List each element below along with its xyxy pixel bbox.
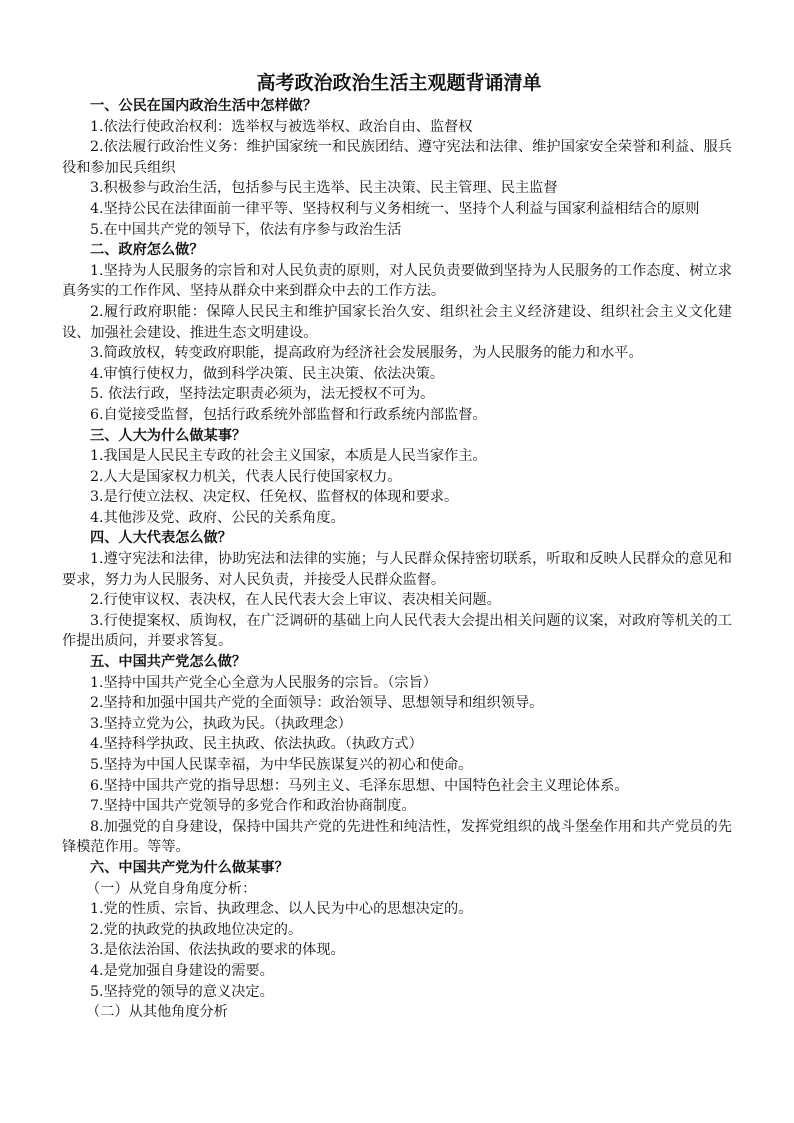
list-item: 2.依法履行政治性义务：维护国家统一和民族团结、遵守宪法和法律、维护国家安全荣誉和利益、服兵役和参加民兵组织: [62, 139, 732, 176]
list-item: 3.积极参与政治生活，包括参与民主选举、民主决策、民主管理、民主监督: [90, 180, 558, 197]
list-item: 4.坚持科学执政、民主执政、依法执政。（执政方式）: [90, 736, 423, 753]
list-item: 1.党的性质、宗旨、执政理念、以人民为中心的思想决定的。: [90, 901, 473, 918]
document-page: [62, 70, 732, 1023]
sub-heading: （一）从党自身角度分析：: [86, 880, 257, 897]
list-item: 4.坚持公民在法律面前一律平等、坚持权利与义务相统一、坚持个人利益与国家利益相结合的原则: [90, 200, 700, 217]
list-item: 6.自觉接受监督，包括行政系统外部监督和行政系统内部监督。: [90, 406, 487, 423]
list-item: 4.审慎行使权力，做到科学决策、民主决策、依法决策。: [90, 365, 445, 382]
list-item: 4.其他涉及党、政府、公民的关系角度。: [90, 509, 345, 526]
section-heading: 六、中国共产党为什么做某事？: [90, 859, 289, 876]
list-item: 7.坚持中国共产党领导的多党合作和政治协商制度。: [90, 798, 416, 815]
list-item: 2.履行政府职能：保障人民民主和维护国家长治久安、组织社会主义经济建设、组织社会主义文化建设、加强社会建设、推进生态文明建设。: [62, 303, 732, 341]
list-item: 8.加强党的自身建设，保持中国共产党的先进性和纯洁性，发挥党组织的战斗堡垒作用和共产党员的先锋模范作用。等等。: [62, 818, 732, 856]
list-item: 3.坚持立党为公，执政为民。（执政理念）: [90, 715, 352, 732]
list-item: 1.我国是人民民主专政的社会主义国家，本质是人民当家作主。: [90, 448, 487, 465]
list-item: 5.坚持为中国人民谋幸福，为中华民族谋复兴的初心和使命。: [90, 757, 473, 773]
list-item: 2.坚持和加强中国共产党的全面领导：政治领导、思想领导和组织领导。: [90, 695, 544, 712]
list-item: 1.依法行使政治权利：选举权与被选举权、政治自由、监督权: [90, 118, 473, 135]
list-item: 6.坚持中国共产党的指导思想：马列主义、毛泽东思想、中国特色社会主义理论体系。: [90, 777, 629, 794]
section-heading: 五、中国共产党怎么做？: [90, 654, 247, 671]
list-item: 3.简政放权，转变政府职能，提高政府为经济社会发展服务，为人民服务的能力和水平。: [90, 345, 643, 362]
list-item: 1.遵守宪法和法律，协助宪法和法律的实施；与人民群众保持密切联系，听取和反映人民群众的意见和要求，努力为人民服务、对人民负责，并接受人民群众监督。: [62, 551, 732, 588]
list-item: 1.坚持中国共产党全心全意为人民服务的宗旨。（宗旨）: [90, 674, 437, 691]
list-item: 3.行使提案权、质询权，在广泛调研的基础上向人民代表大会提出相关问题的议案，对政府等机关的工作提出质问，并要求答复。: [62, 612, 732, 650]
list-item: 3.是行使立法权、决定权、任免权、监督权的体现和要求。: [90, 489, 459, 506]
page-title: 高考政治政治生活主观题背诵清单: [256, 72, 542, 94]
section-heading: 三、人大为什么做某事？: [90, 427, 247, 444]
section-heading: 二、政府怎么做？: [90, 242, 204, 259]
list-item: 1.坚持为人民服务的宗旨和对人民负责的原则，对人民负责要做到坚持为人民服务的工作态度、树立求真务实的工作作风、坚持从群众中来到群众中去的工作方法。: [62, 262, 732, 300]
list-item: 5.坚持党的领导的意义决定。: [90, 983, 274, 1000]
list-item: 3.是依法治国、依法执政的要求的体现。: [90, 942, 345, 959]
list-item: 5.在中国共产党的领导下，依法有序参与政治生活: [90, 221, 402, 238]
section-heading: 一、公民在国内政治生活中怎样做？: [90, 98, 318, 114]
list-item: 2.党的执政党的执政地位决定的。: [90, 921, 303, 938]
list-item: 2.行使审议权、表决权，在人民代表大会上审议、表决相关问题。: [90, 592, 501, 609]
list-item: 2.人大是国家权力机关，代表人民行使国家权力。: [90, 468, 402, 485]
section-heading: 四、人大代表怎么做？: [90, 530, 232, 547]
list-item: 4.是党加强自身建设的需要。: [90, 962, 274, 979]
sub-heading: （二）从其他角度分析: [86, 1004, 228, 1021]
list-item: 5. 依法行政，坚持法定职责必须为，法无授权不可为。: [90, 386, 435, 403]
